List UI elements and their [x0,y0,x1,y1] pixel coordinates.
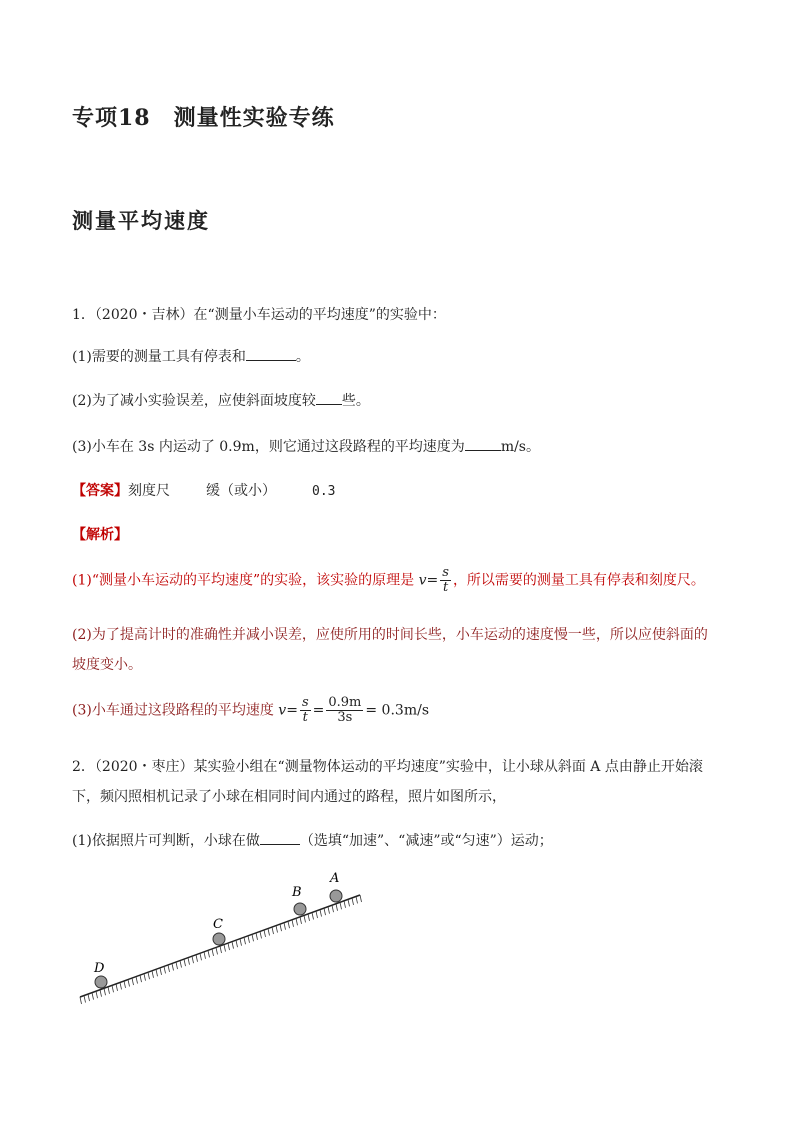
hatch-mark [192,956,194,963]
analysis-part1-post: ，所以需要的测量工具有停表和刻度尺。 [452,572,705,589]
q1-part1-end: 。 [295,349,310,365]
q1-part3-end: m/s。 [500,439,540,455]
hatch-mark [144,974,146,981]
formula-v: v [418,572,427,589]
analysis-part2-line2: 坡度变小。 [72,657,142,673]
hatch-mark [212,949,214,956]
q1-part2-end: 些。 [341,393,370,409]
hatch-mark [336,904,338,911]
formula3-num1: s [301,695,309,710]
formula-numerator: s [442,565,449,580]
formula3-fraction1 [300,696,311,725]
formula3-result: = 0.3m/s [365,702,429,719]
analysis-part3-pre: (3)小车通过这段路程的平均速度 [72,702,274,719]
hatch-mark [260,931,262,938]
page-title: 专项18 测量性实验专练 [72,105,335,131]
hatch-mark [152,971,154,978]
q1-part1-blank [246,346,296,361]
formula3-fraction2 [326,696,363,725]
hatch-mark [332,905,334,912]
q2-part1-end: （选填“加速”、“减速”或“匀速”）运动； [299,833,553,849]
hatch-mark [164,966,166,973]
analysis-part1-pre: (1)“测量小车运动的平均速度”的实验，该实验的原理是 [72,572,415,589]
ball-c [213,933,225,945]
hatch-mark [208,950,210,957]
hatch-mark [132,978,134,985]
hatch-mark [312,912,314,919]
hatch-mark [176,962,178,969]
ball-a [330,890,342,902]
hatch-mark [84,996,86,1003]
hatch-mark [136,977,138,984]
q1-part3-blank [465,436,501,451]
q2-part1-text: (1)依据照片可判断，小球在做 [72,833,260,849]
analysis-part1 [72,566,705,595]
hatch-mark [148,972,150,979]
formula3-den2: 3s [337,710,353,725]
q1-part1-text: (1)需要的测量工具有停表和 [72,349,246,365]
label-d: D [94,961,105,976]
hatch-mark [248,936,250,943]
hatch-mark [160,968,162,975]
formula3-v: v [278,702,287,719]
formula3-den1: t [302,710,308,725]
hatch-mark [324,908,326,915]
hatch-mark [244,937,246,944]
hatch-mark [328,907,330,914]
hatch-mark [168,965,170,972]
hatch-mark [104,988,106,995]
formula-eq: = [426,572,439,589]
q2-part1-blank [260,830,300,845]
hatch-mark [140,975,142,982]
label-b: B [292,885,302,900]
hatch-mark [264,930,266,937]
q1-part2-blank [316,390,342,405]
answer-2: 缓（或小） [206,483,276,499]
hatch-mark [180,961,182,968]
answer-1: 刻度尺 [128,483,170,499]
hatch-mark [316,911,318,918]
q1-stem: 1．（2020・吉林）在“测量小车运动的平均速度”的实验中： [72,307,446,323]
formula-fraction [440,566,451,595]
label-a: A [330,871,340,886]
hatch-mark [216,947,218,954]
incline-diagram [70,860,370,1010]
q1-part2-text: (2)为了减小实验误差，应使斜面坡度较 [72,393,316,409]
hatch-mark [304,915,306,922]
hatch-mark [92,993,94,1000]
hatch-mark [188,958,190,965]
hatch-mark [256,933,258,940]
hatch-mark [284,923,286,930]
hatch-mark [108,987,110,994]
ball-b [294,903,306,915]
hatch-mark [356,896,358,903]
hatch-mark [300,917,302,924]
hatch-mark [124,981,126,988]
formula3-eq2: = [312,702,325,719]
hatch-mark [196,955,198,962]
analysis-label: 【解析】 [72,527,128,543]
hatch-mark [112,985,114,992]
hatch-mark [272,927,274,934]
q1-part1 [72,346,310,366]
hatch-mark [320,910,322,917]
ball-d [95,976,107,988]
q1-answer [72,480,335,500]
hatch-mark [156,969,158,976]
hatch-mark [240,939,242,946]
hatch-mark [116,984,118,991]
hatch-mark [344,901,346,908]
answer-3: 0.3 [312,484,336,499]
label-c: C [213,917,223,932]
hatch-mark [220,946,222,953]
q1-part3 [72,436,540,456]
formula3-eq1: = [286,702,298,719]
hatch-mark [224,945,226,952]
section-heading: 测量平均速度 [72,208,210,233]
hatch-mark [128,980,130,987]
hatch-mark [232,942,234,949]
hatch-mark [296,918,298,925]
hatch-mark [228,943,230,950]
incline-hatching [80,895,362,1004]
hatch-mark [348,899,350,906]
analysis-label-row [72,524,128,544]
hatch-mark [252,934,254,941]
hatch-mark [308,914,310,921]
hatch-mark [340,902,342,909]
answer-label: 【答案】 [72,483,128,499]
formula-denominator: t [442,580,449,595]
hatch-mark [80,997,82,1004]
hatch-mark [172,963,174,970]
q2-stem-line2: 下，频闪照相机记录了小球在相同时间内通过的路程，照片如图所示， [72,789,506,805]
formula3-num2: 0.9m [328,695,362,710]
analysis-part2-line1: (2)为了提高计时的准确性并减小误差，应使所用的时间长些，小车运动的速度慢一些，所以应使斜面的 [72,627,708,643]
q1-part3-text: (3)小车在 3s 内运动了 0.9m，则它通过这段路程的平均速度为 [72,439,465,455]
hatch-mark [96,991,98,998]
hatch-mark [204,952,206,959]
hatch-mark [288,921,290,928]
q2-stem-line1: 2．（2020・枣庄）某实验小组在“测量物体运动的平均速度”实验中，让小球从斜面 A 点由静止开始滚 [72,759,703,775]
hatch-mark [120,982,122,989]
q2-part1 [72,830,553,850]
hatch-mark [88,994,90,1001]
hatch-mark [276,926,278,933]
hatch-mark [184,959,186,966]
hatch-mark [352,898,354,905]
hatch-mark [360,895,362,902]
analysis-part3 [72,696,429,725]
hatch-mark [292,920,294,927]
incline-surface [80,895,360,997]
hatch-mark [200,953,202,960]
q1-part2 [72,390,370,410]
hatch-mark [100,990,102,997]
hatch-mark [268,929,270,936]
hatch-mark [280,924,282,931]
hatch-mark [236,940,238,947]
